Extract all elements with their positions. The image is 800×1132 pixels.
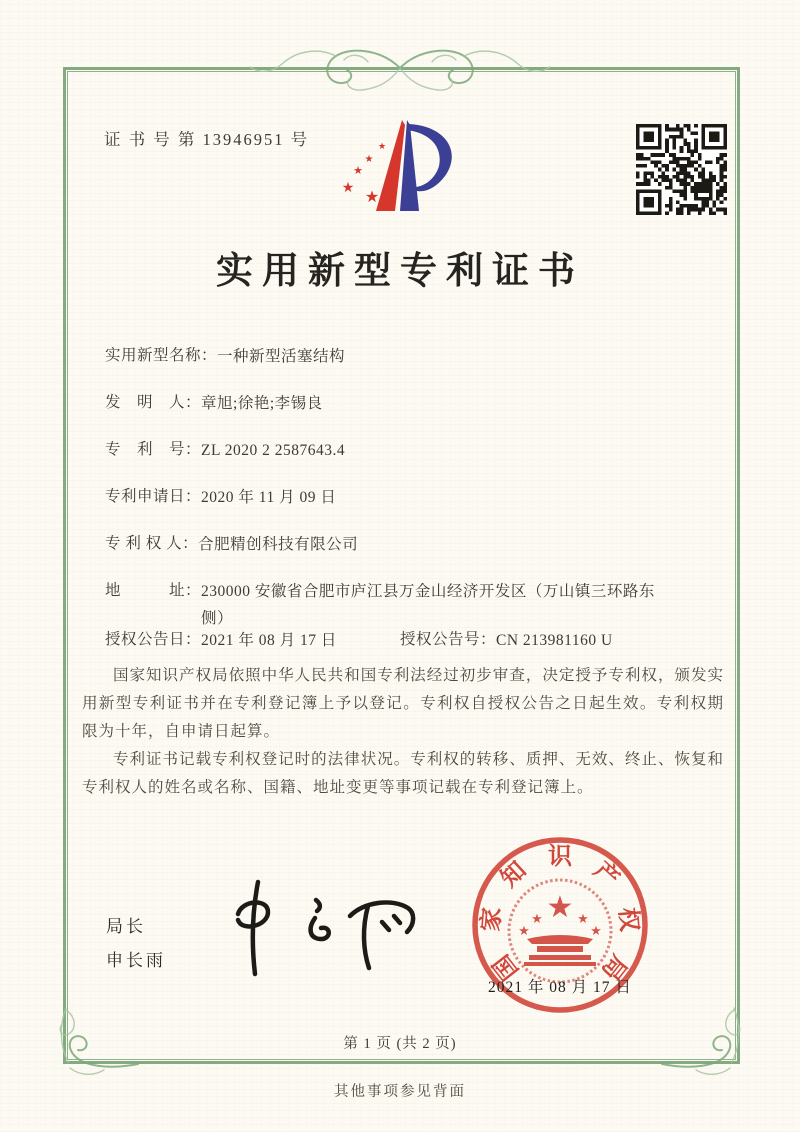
logo-star-icon: ★ (353, 165, 363, 177)
cnipa-logo (332, 114, 482, 224)
seal-star-icon: ★ (546, 891, 574, 924)
grant-number (400, 627, 613, 654)
svg-text:家: 家 (478, 906, 507, 933)
logo-red-wedge (376, 120, 405, 211)
field-label: 专利申请日： (105, 488, 202, 505)
field-value: 章旭;徐艳;李锡良 (201, 395, 323, 412)
svg-text:局: 局 (595, 949, 632, 985)
field-value: 合肥精创科技有限公司 (198, 536, 359, 553)
director-signature (212, 874, 427, 989)
field-row-address (105, 578, 669, 632)
field-label: 地 址： (105, 582, 202, 599)
field-label: 授权公告号： (400, 631, 497, 648)
logo-star-icon: ★ (364, 154, 374, 165)
field-row-patent-number (105, 437, 345, 464)
seal-star-icon: ★ (518, 923, 530, 938)
legal-paragraph-1: 国家知识产权局依照中华人民共和国专利法经过初步审查，决定授予专利权，颁发实用新型专利证书并在专利登记簿上予以登记。专利权自授权公告之日起生效。专利权期限为十年，自申请日起算。 (82, 667, 724, 740)
svg-text:产: 产 (588, 857, 624, 893)
field-row-grant (105, 627, 725, 651)
logo-star-icon: ★ (364, 189, 380, 206)
field-label: 授权公告日： (105, 631, 202, 648)
svg-text:权: 权 (613, 906, 642, 933)
back-side-note: 其他事项参见背面 (334, 1084, 466, 1100)
svg-text:知: 知 (496, 857, 532, 893)
field-label: 专 利 权 人： (105, 535, 199, 552)
seal-star-icon: ★ (531, 911, 543, 926)
svg-text:国: 国 (488, 949, 525, 985)
seal-national-emblem (509, 880, 611, 982)
logo-star-icon: ★ (377, 141, 387, 151)
qr-code (636, 124, 727, 215)
logo-star-icon: ★ (341, 181, 355, 196)
seal-date: 2021 年 08 月 17 日 (488, 979, 632, 996)
seal-star-icon: ★ (590, 923, 602, 938)
field-label: 实用新型名称： (105, 347, 218, 364)
seal-star-icon: ★ (577, 911, 589, 926)
certificate-number: 证 书 号 第 13946951 号 (104, 130, 310, 149)
director-name: 申长雨 (106, 951, 166, 970)
svg-text:识: 识 (548, 844, 572, 870)
field-row-inventors (105, 390, 323, 417)
field-value: CN 213981160 U (496, 632, 613, 649)
grant-date (105, 627, 337, 654)
field-value: 2020 年 11 月 09 日 (201, 489, 337, 506)
director-title: 局长 (106, 917, 146, 936)
field-row-filing-date (105, 484, 336, 511)
field-label: 专 利 号： (105, 441, 202, 458)
field-value: ZL 2020 2 2587643.4 (201, 442, 346, 459)
field-value: 一种新型活塞结构 (217, 348, 346, 365)
field-row-patentee (105, 531, 358, 558)
field-value: 2021 年 08 月 17 日 (201, 632, 337, 649)
field-value: 230000 安徽省合肥市庐江县万金山经济开发区（万山镇三环路东侧） (201, 583, 655, 627)
page-indicator: 第 1 页 (共 2 页) (343, 1036, 457, 1052)
legal-paragraph-2: 专利证书记载专利权登记时的法律状况。专利权的转移、质押、无效、终止、恢复和专利权人的姓名或名称、国籍、地址变更等事项记载在专利登记簿上。 (82, 751, 724, 796)
field-label: 发 明 人： (105, 394, 202, 411)
field-row-name (105, 343, 345, 370)
legal-text (82, 662, 724, 802)
certificate-title: 实用新型专利证书 (216, 251, 584, 292)
